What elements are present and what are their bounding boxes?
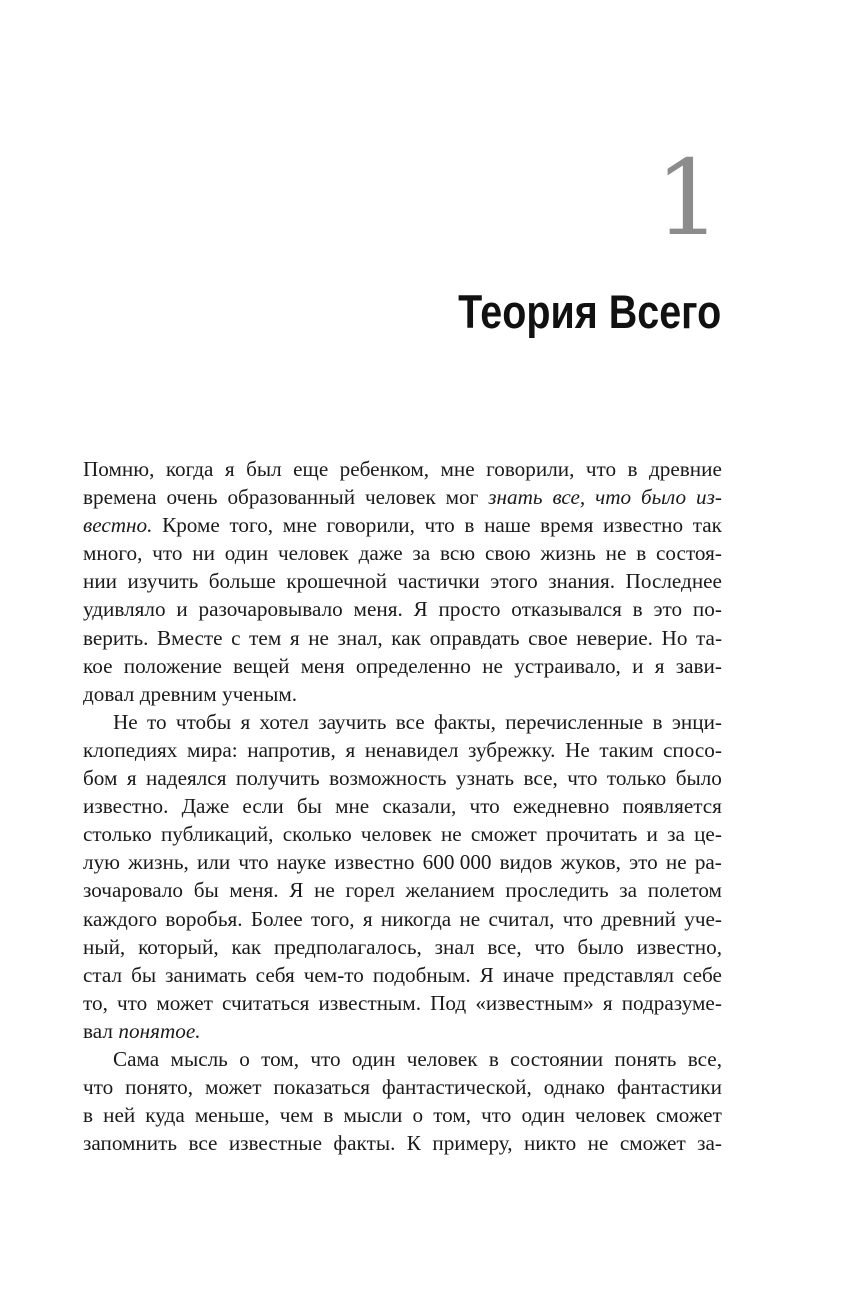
word: определенно bbox=[355, 653, 471, 678]
word: человек bbox=[360, 822, 432, 847]
word: я bbox=[289, 625, 300, 650]
word: человек bbox=[364, 485, 436, 510]
word: меня. bbox=[353, 597, 403, 622]
word: древние bbox=[648, 457, 722, 481]
word: о bbox=[239, 1046, 250, 1071]
word: себя bbox=[255, 962, 295, 987]
word: зави- bbox=[675, 653, 722, 678]
word: всю bbox=[440, 541, 476, 566]
word: подобным. bbox=[372, 962, 471, 987]
chapter-number: 1 bbox=[654, 137, 721, 259]
word: зочаровало bbox=[83, 878, 184, 903]
word: никто bbox=[523, 1131, 577, 1156]
text-line bbox=[83, 989, 722, 1017]
word: бы bbox=[131, 962, 157, 987]
word: жизнь, bbox=[128, 850, 189, 875]
word: кое bbox=[83, 653, 113, 678]
text-line bbox=[83, 848, 722, 876]
word: прочитать bbox=[546, 822, 638, 847]
word: человек bbox=[278, 541, 349, 566]
word: том, bbox=[261, 1046, 299, 1071]
word: о bbox=[412, 1103, 424, 1128]
word: ни bbox=[192, 541, 215, 566]
word: фантастической, bbox=[381, 1075, 532, 1100]
text-line bbox=[83, 511, 722, 539]
word: полетом bbox=[647, 878, 722, 903]
word: бы bbox=[193, 878, 219, 903]
word: изучить bbox=[127, 569, 199, 594]
word: за bbox=[667, 822, 685, 847]
word: в bbox=[652, 709, 663, 734]
word: известные bbox=[228, 1131, 322, 1156]
paragraph bbox=[83, 708, 722, 1045]
word: меня. bbox=[229, 878, 279, 903]
word: удивляло bbox=[83, 597, 166, 622]
word: оправдать bbox=[429, 625, 520, 650]
word: бом bbox=[83, 766, 118, 791]
word: что bbox=[83, 1075, 114, 1100]
word: говорили, bbox=[486, 457, 575, 481]
word: за- bbox=[697, 1131, 722, 1156]
word: то, bbox=[83, 990, 108, 1015]
word: человек bbox=[575, 1103, 646, 1128]
italic-word: знать bbox=[488, 485, 543, 510]
word: факты, bbox=[434, 709, 496, 734]
word: не bbox=[482, 653, 503, 678]
text-line bbox=[83, 624, 722, 652]
word: однако bbox=[543, 1075, 606, 1100]
word: что bbox=[481, 1103, 512, 1128]
word: таким bbox=[599, 737, 654, 762]
word: мысль bbox=[170, 1046, 228, 1071]
word: древний bbox=[601, 906, 677, 931]
word: и bbox=[632, 653, 644, 678]
word: никогда bbox=[380, 906, 452, 931]
word: Помню, bbox=[83, 457, 155, 481]
word: ней bbox=[103, 1103, 136, 1128]
word: крошечной bbox=[286, 569, 387, 594]
word: знал bbox=[434, 934, 475, 959]
word: известно bbox=[602, 513, 684, 538]
word: за bbox=[412, 541, 431, 566]
word: частички bbox=[397, 569, 480, 594]
italic-word: все, bbox=[552, 485, 586, 510]
word: я bbox=[362, 906, 373, 931]
word: жуков, bbox=[560, 850, 621, 875]
word: ребенком, bbox=[339, 457, 430, 481]
word: все, bbox=[523, 766, 558, 791]
word: сможет bbox=[470, 822, 537, 847]
word: все, bbox=[487, 934, 522, 959]
text-line bbox=[83, 1017, 722, 1045]
word: один bbox=[351, 1046, 396, 1071]
word: мог bbox=[445, 485, 479, 510]
word: меньше, bbox=[194, 1103, 270, 1128]
text-line bbox=[83, 820, 722, 848]
word: узнать bbox=[455, 766, 515, 791]
word: ученым. bbox=[222, 681, 298, 706]
text-line bbox=[83, 680, 722, 708]
word: желанием bbox=[405, 878, 495, 903]
word: что bbox=[117, 990, 148, 1015]
word: чем bbox=[279, 1103, 314, 1128]
word: знал, bbox=[337, 625, 383, 650]
word: с bbox=[231, 625, 241, 650]
word: хотел bbox=[259, 709, 309, 734]
word: в bbox=[632, 597, 643, 622]
word: сможет bbox=[619, 1131, 686, 1156]
word: Не bbox=[113, 709, 138, 734]
word: в bbox=[488, 1046, 499, 1071]
italic-word: из- bbox=[696, 485, 722, 510]
text-line bbox=[83, 595, 722, 623]
word: я bbox=[224, 457, 235, 481]
word: Более bbox=[250, 906, 303, 931]
word: я bbox=[654, 653, 665, 678]
word: возможность bbox=[329, 766, 447, 791]
word: один bbox=[224, 541, 269, 566]
word: неверие. bbox=[576, 625, 653, 650]
word: уче- bbox=[684, 906, 722, 931]
word: что bbox=[469, 794, 500, 819]
word: что bbox=[562, 906, 593, 931]
word: было bbox=[577, 934, 624, 959]
word: когда bbox=[165, 457, 214, 481]
body-text bbox=[83, 455, 722, 1157]
word: что bbox=[585, 457, 617, 481]
word: лую bbox=[83, 850, 120, 875]
text-line bbox=[83, 1073, 722, 1101]
word: не bbox=[605, 541, 627, 566]
word: Я bbox=[479, 962, 494, 987]
word: ный, bbox=[83, 934, 126, 959]
word: все bbox=[395, 709, 425, 734]
word: стал bbox=[83, 962, 123, 987]
word: может bbox=[204, 1075, 262, 1100]
italic-word: вестно. bbox=[83, 513, 153, 538]
word: человек bbox=[406, 1046, 478, 1071]
word: я bbox=[602, 990, 613, 1015]
word: мне bbox=[282, 513, 317, 538]
word: еще bbox=[293, 457, 329, 481]
text-line bbox=[83, 483, 722, 511]
word: что bbox=[567, 766, 598, 791]
word: горел bbox=[345, 878, 395, 903]
word: в bbox=[464, 513, 475, 538]
word: если bbox=[242, 794, 284, 819]
word: напротив, bbox=[247, 737, 336, 762]
word: клопедиях bbox=[83, 737, 178, 762]
word: считаться bbox=[221, 990, 310, 1015]
word: устраивало, bbox=[514, 653, 621, 678]
word: все, bbox=[687, 1046, 722, 1071]
word: за bbox=[619, 878, 638, 903]
word: древним bbox=[139, 681, 217, 706]
word: говорили, bbox=[326, 513, 415, 538]
word: больше bbox=[208, 569, 276, 594]
word: не bbox=[308, 625, 329, 650]
word: науке bbox=[276, 850, 327, 875]
word: не bbox=[314, 878, 335, 903]
word: не bbox=[440, 822, 462, 847]
word: фантастики bbox=[616, 1075, 722, 1100]
chapter-title: Теория Всего bbox=[457, 285, 721, 338]
word: ежедневно bbox=[512, 794, 610, 819]
text-line bbox=[83, 1101, 722, 1129]
word: представлял bbox=[563, 962, 674, 987]
word: надеялся bbox=[146, 766, 227, 791]
word: состоянии bbox=[510, 1046, 604, 1071]
word: что bbox=[534, 934, 565, 959]
word: сказали, bbox=[382, 794, 457, 819]
word: в bbox=[627, 457, 638, 481]
text-line bbox=[83, 455, 722, 483]
word: много, bbox=[83, 541, 143, 566]
word: очень bbox=[166, 485, 218, 510]
word: Последнее bbox=[625, 569, 722, 594]
word: предполагалось, bbox=[274, 934, 422, 959]
word: не bbox=[665, 850, 687, 875]
word: отказывался bbox=[511, 597, 622, 622]
word: даже bbox=[358, 541, 403, 566]
word: Под bbox=[430, 990, 467, 1015]
word: Но bbox=[661, 625, 688, 650]
word: мысли bbox=[343, 1103, 403, 1128]
word: ра- bbox=[694, 850, 722, 875]
word: и bbox=[176, 597, 188, 622]
word: Я bbox=[289, 878, 304, 903]
word: факты. bbox=[333, 1131, 396, 1156]
word: чтобы bbox=[175, 709, 232, 734]
text-line bbox=[83, 764, 722, 792]
word: мне bbox=[335, 794, 370, 819]
word: получить bbox=[235, 766, 320, 791]
word: видов bbox=[499, 850, 553, 875]
word: состоя- bbox=[656, 541, 722, 566]
word: так bbox=[692, 513, 722, 538]
word: чем-то bbox=[303, 962, 364, 987]
word: жизнь bbox=[540, 541, 596, 566]
word: что bbox=[424, 513, 455, 538]
word: не bbox=[459, 906, 481, 931]
text-line bbox=[83, 1045, 722, 1073]
word: запомнить bbox=[83, 1131, 178, 1156]
word: просто bbox=[438, 597, 501, 622]
word: это bbox=[653, 597, 683, 622]
word: себе bbox=[682, 962, 722, 987]
word: це- bbox=[694, 822, 722, 847]
word: ненавидел bbox=[364, 737, 459, 762]
word: или bbox=[196, 850, 231, 875]
word: разочаровывало bbox=[198, 597, 343, 622]
paragraph bbox=[83, 455, 722, 708]
word: вал bbox=[83, 1018, 113, 1043]
italic-word: было bbox=[641, 485, 687, 510]
word: показаться bbox=[273, 1075, 370, 1100]
word: может bbox=[156, 990, 213, 1015]
text-line bbox=[83, 736, 722, 764]
word: Вместе bbox=[157, 625, 223, 650]
text-line bbox=[83, 567, 722, 595]
word: энци- bbox=[671, 709, 722, 734]
text-line bbox=[83, 539, 722, 567]
word: был bbox=[246, 457, 282, 481]
word: положение bbox=[123, 653, 222, 678]
word: известно bbox=[334, 850, 415, 875]
word: это bbox=[629, 850, 658, 875]
word: мира: bbox=[187, 737, 238, 762]
word: как bbox=[231, 934, 262, 959]
word: этого bbox=[490, 569, 538, 594]
word: я bbox=[345, 737, 356, 762]
text-line bbox=[83, 876, 722, 904]
word: занимать bbox=[165, 962, 247, 987]
word: столько bbox=[83, 822, 152, 847]
word: перечисленные bbox=[505, 709, 644, 734]
word: понять bbox=[614, 1046, 677, 1071]
word: понято, bbox=[125, 1075, 194, 1100]
word: зубрежку. bbox=[468, 737, 556, 762]
word: времена bbox=[83, 485, 157, 510]
word: что bbox=[310, 1046, 341, 1071]
word: Не bbox=[565, 737, 590, 762]
word: верить. bbox=[83, 625, 149, 650]
word: не bbox=[587, 1131, 609, 1156]
word: Кроме bbox=[162, 513, 220, 538]
word: было bbox=[675, 766, 722, 791]
text-line bbox=[83, 961, 722, 989]
word: время bbox=[540, 513, 594, 538]
italic-word: что bbox=[595, 485, 632, 510]
word: вещей bbox=[233, 653, 290, 678]
word: том, bbox=[433, 1103, 472, 1128]
word: «известным» bbox=[475, 990, 594, 1015]
word: то bbox=[147, 709, 167, 734]
text-line bbox=[83, 1129, 722, 1157]
word: проследить bbox=[505, 878, 609, 903]
word: сможет bbox=[655, 1103, 722, 1128]
word: каждого bbox=[83, 906, 158, 931]
word: один bbox=[521, 1103, 565, 1128]
word: только bbox=[606, 766, 667, 791]
word: заучить bbox=[318, 709, 387, 734]
word: знания. bbox=[548, 569, 616, 594]
paragraph bbox=[83, 1045, 722, 1157]
word: наше bbox=[484, 513, 531, 538]
word: в bbox=[83, 1103, 94, 1128]
word: образованный bbox=[227, 485, 356, 510]
word: что bbox=[238, 850, 269, 875]
word: Сама bbox=[113, 1046, 160, 1071]
word: тем bbox=[249, 625, 282, 650]
word: известно. bbox=[83, 794, 169, 819]
word: та- bbox=[696, 625, 722, 650]
word: все bbox=[188, 1131, 218, 1156]
word: известно, bbox=[636, 934, 722, 959]
word: я bbox=[240, 709, 251, 734]
word: по- bbox=[692, 597, 722, 622]
italic-word: понятое. bbox=[118, 1018, 201, 1043]
word: куда bbox=[145, 1103, 185, 1128]
word: известным. bbox=[318, 990, 421, 1015]
word: меня bbox=[300, 653, 345, 678]
word: Даже bbox=[181, 794, 230, 819]
word: подразуме- bbox=[621, 990, 722, 1015]
word: примеру, bbox=[432, 1131, 513, 1156]
word: и bbox=[646, 822, 658, 847]
word: свою bbox=[484, 541, 531, 566]
word: публикаций, bbox=[160, 822, 274, 847]
word: 600 000 bbox=[422, 850, 492, 875]
word: Я bbox=[413, 597, 428, 622]
word: что bbox=[152, 541, 183, 566]
word: я bbox=[126, 766, 137, 791]
word: появляется bbox=[622, 794, 722, 819]
text-line bbox=[83, 792, 722, 820]
word: спосо- bbox=[662, 737, 722, 762]
word: воробья. bbox=[165, 906, 243, 931]
text-line bbox=[83, 905, 722, 933]
text-line bbox=[83, 652, 722, 680]
word: в bbox=[323, 1103, 334, 1128]
word: довал bbox=[83, 681, 135, 706]
word: мне bbox=[440, 457, 475, 481]
word: в bbox=[636, 541, 647, 566]
word: иначе bbox=[502, 962, 555, 987]
word: нии bbox=[83, 569, 118, 594]
text-line bbox=[83, 708, 722, 736]
word: как bbox=[391, 625, 421, 650]
word: того, bbox=[229, 513, 274, 538]
word: бы bbox=[296, 794, 322, 819]
word: который, bbox=[138, 934, 219, 959]
word: того, bbox=[310, 906, 355, 931]
word: считал, bbox=[488, 906, 555, 931]
word: сколько bbox=[282, 822, 352, 847]
text-line bbox=[83, 933, 722, 961]
word: К bbox=[406, 1131, 421, 1156]
word: свое bbox=[528, 625, 568, 650]
